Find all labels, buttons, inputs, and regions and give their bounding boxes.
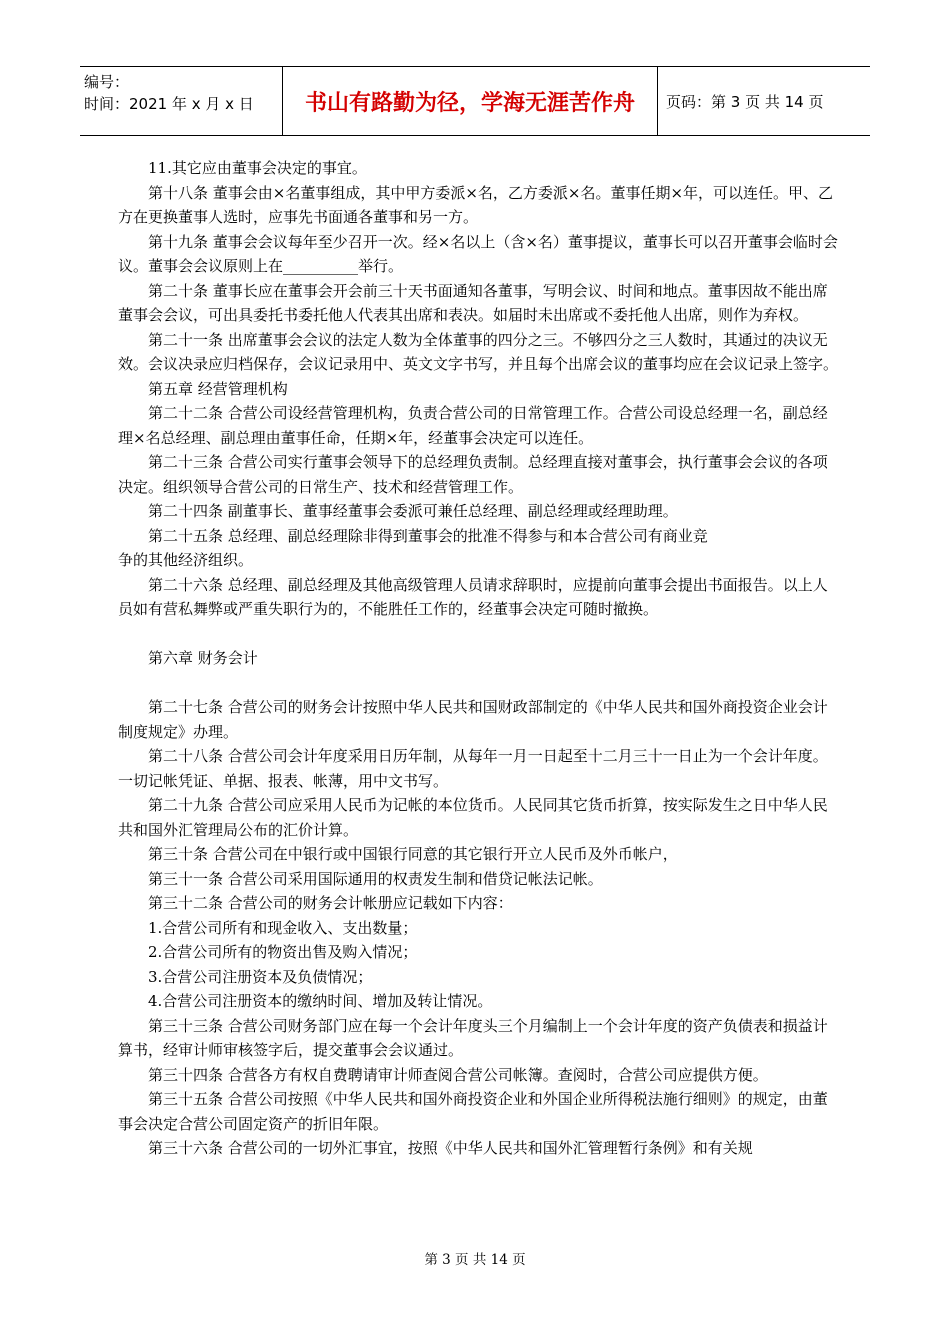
- paragraph: 第二十六条 总经理、副总经理及其他高级管理人员请求辞职时，应提前向董事会提出书面报告。以上人员如有营私舞弊或严重失职行为的，不能胜任工作的，经董事会决定可随时撤换。: [118, 575, 828, 618]
- paragraph: 第三十条 合营公司在中银行或中国银行同意的其它银行开立人民币及外币帐户，: [148, 845, 678, 863]
- paragraph: 第二十一条 出席董事会会议的法定人数为全体董事的四分之三。不够四分之三人数时，其通过的决议无效。会议决录应归档保存，会议记录用中、英文文字书写，并且每个出席会议的董事均应在会议记录上签字。: [118, 330, 839, 373]
- document-date-label: 时间：2021 年 x 月 x 日: [84, 95, 254, 113]
- paragraph: 第二十条 董事长应在董事会开会前三十天书面通知各董事，写明会议、时间和地点。董事因故不能出席董事会会议，可出具委托书委托他人代表其出席和表决。如届时未出席或不委托他人出席，则作为弃权。: [118, 281, 828, 324]
- paragraph: 第三十五条 合营公司按照《中华人民共和国外商投资企业和外国企业所得税法施行细则》的规定，由董事会决定合营公司固定资产的折旧年限。: [118, 1090, 828, 1133]
- list-item: 1.合营公司所有和现金收入、支出数量；: [148, 918, 418, 937]
- paragraph: 第十九条 董事会会议每年至少召开一次。经×名以上（含×名）董事提议，董事长可以召开董事会临时会议。董事会会议原则上在__________举行。: [118, 232, 838, 275]
- paragraph: 第二十五条 总经理、副总经理除非得到董事会的批准不得参与和本合营公司有商业竞: [148, 526, 708, 545]
- header-meta: [80, 67, 282, 135]
- chapter-heading: 第五章 经营管理机构: [148, 379, 288, 398]
- paragraph: 第二十九条 合营公司应采用人民币为记帐的本位货币。人民同其它货币折算，按实际发生之日中华人民共和国外汇管理局公布的汇价计算。: [118, 796, 828, 839]
- header-motto: 书山有路勤为径，学海无涯苦作舟: [282, 67, 658, 135]
- paragraph: 第三十六条 合营公司的一切外汇事宜，按照《中华人民共和国外汇管理暂行条例》和有关规: [148, 1139, 753, 1157]
- paragraph: 第三十二条 合营公司的财务会计帐册应记载如下内容：: [148, 894, 513, 912]
- list-item: 3.合营公司注册资本及负债情况；: [148, 967, 373, 986]
- paragraph: 第十八条 董事会由×名董事组成，其中甲方委派×名，乙方委派×名。董事任期×年，可以连任。甲、乙方在更换董事人选时，应事先书面通各董事和另一方。: [118, 183, 834, 226]
- paragraph: 11.其它应由董事会决定的事宜。: [148, 159, 367, 177]
- header-page-info: 页码：第 3 页 共 14 页: [666, 92, 824, 111]
- paragraph: 第二十三条 合营公司实行董事会领导下的总经理负责制。总经理直接对董事会，执行董事会会议的各项决定。组织领导合营公司的日常生产、技术和经营管理工作。: [118, 453, 828, 496]
- page-header: [80, 66, 870, 136]
- list-item: 4.合营公司注册资本的缴纳时间、增加及转让情况。: [148, 992, 493, 1010]
- spacer: [118, 671, 840, 696]
- document-number-label: 编号：: [84, 73, 130, 91]
- paragraph: 第二十七条 合营公司的财务会计按照中华人民共和国财政部制定的《中华人民共和国外商投资企业会计制度规定》办理。: [118, 698, 828, 741]
- document-body: [118, 156, 840, 1161]
- paragraph: 第三十一条 合营公司采用国际通用的权责发生制和借贷记帐法记帐。: [148, 869, 603, 888]
- page-footer: 第 3 页 共 14 页: [424, 1252, 526, 1268]
- paragraph: 第三十三条 合营公司财务部门应在每一个会计年度头三个月编制上一个会计年度的资产负债表和损益计算书，经审计师审核签字后，提交董事会会议通过。: [118, 1016, 828, 1059]
- paragraph: 第二十八条 合营公司会计年度采用日历年制，从每年一月一日起至十二月三十一日止为一个会计年度。一切记帐凭证、单据、报表、帐薄，用中文书写。: [118, 747, 828, 790]
- paragraph: 第二十二条 合营公司设经营管理机构，负责合营公司的日常管理工作。合营公司设总经理一名，副总经理×名总经理、副总理由董事任命，任期×年，经董事会决定可以连任。: [118, 404, 828, 447]
- paragraph: 第三十四条 合营各方有权自费聘请审计师查阅合营公司帐簿。查阅时，合营公司应提供方便。: [148, 1065, 768, 1084]
- paragraph: 争的其他经济组织。: [118, 551, 254, 569]
- list-item: 2.合营公司所有的物资出售及购入情况；: [148, 943, 418, 961]
- spacer: [118, 622, 840, 647]
- paragraph: 第二十四条 副董事长、董事经董事会委派可兼任总经理、副总经理或经理助理。: [148, 502, 678, 520]
- chapter-heading: 第六章 财务会计: [148, 649, 258, 667]
